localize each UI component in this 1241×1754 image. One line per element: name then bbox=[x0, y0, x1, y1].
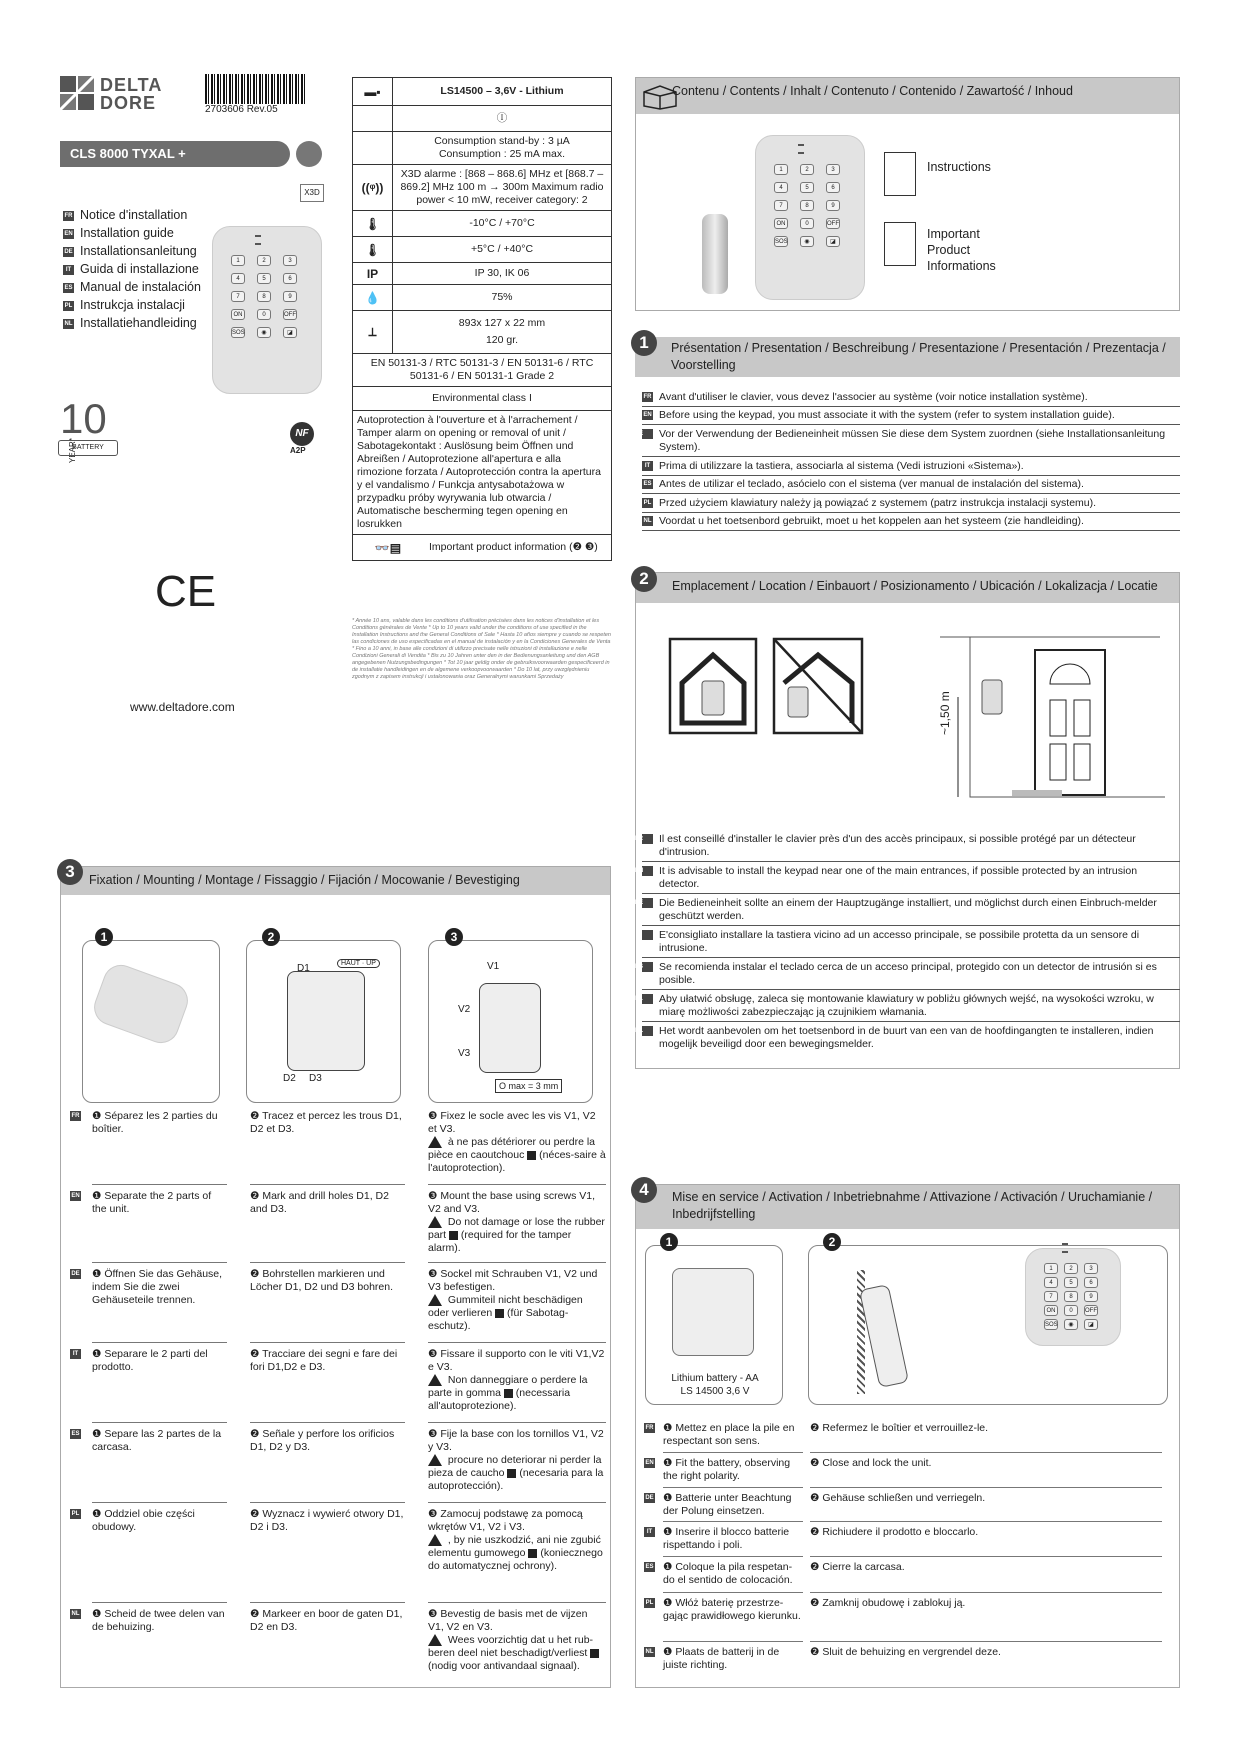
keypad-key: 0 bbox=[1064, 1305, 1078, 1316]
language-item: NL Installatiehandleiding bbox=[64, 316, 197, 330]
keypad-key: 7 bbox=[774, 200, 788, 211]
row-divider bbox=[250, 1422, 405, 1423]
keypad-illustration bbox=[89, 960, 193, 1048]
spec-row: 👓▤ Important product information (❷ ❸) bbox=[353, 535, 611, 560]
language-flag-cell bbox=[644, 1561, 661, 1574]
mount-step1-text: ❶ Separate the 2 parts of the unit. bbox=[92, 1190, 212, 1215]
keypad-key: 8 bbox=[800, 200, 814, 211]
language-flag-cell bbox=[644, 1526, 661, 1539]
keypad-key: 4 bbox=[774, 182, 788, 193]
model-banner: CLS 8000 TYXAL + bbox=[60, 141, 290, 167]
keypad-key: 5 bbox=[257, 273, 271, 284]
row-divider bbox=[92, 1184, 227, 1185]
row-divider bbox=[428, 1342, 606, 1343]
location-illustration bbox=[668, 637, 864, 735]
keypad-key: OFF bbox=[283, 309, 297, 320]
mount-step2-text: ❷ Señale y perfore los orificios D1, D2 y D3. bbox=[250, 1428, 395, 1453]
ce-mark: CE bbox=[155, 567, 217, 616]
keypad-key: SOS bbox=[774, 236, 788, 247]
door-height-illustration bbox=[940, 622, 1165, 822]
row-divider bbox=[250, 1184, 405, 1185]
keypad-key: 4 bbox=[231, 273, 245, 284]
battery-caption: Lithium battery - AA LS 14500 3,6 V bbox=[671, 1373, 759, 1397]
spec-row: ⟂ 893x 127 x 22 mm 120 gr. bbox=[353, 311, 611, 354]
section2-header: Emplacement / Location / Einbauort / Posizionamento / Ubicación / Lokalizacja / Locatie bbox=[636, 573, 1179, 603]
rubber-part-icon bbox=[507, 1469, 516, 1478]
row-divider bbox=[428, 1502, 606, 1503]
keypad-key: 8 bbox=[257, 291, 271, 302]
mount-step2-text: ❷ Wyznacz i wywierć otwory D1, D2 i D3. bbox=[250, 1508, 404, 1533]
mount-step3-text: ❸ Mount the base using screws V1, V2 and V3. Do not damage or lose the rubber part (required for the tamper alarm). bbox=[428, 1190, 605, 1254]
warranty-footnotes: * Année 10 ans, valable dans les conditions d'utilisation précisées dans les notices d'installation et les Conditions générales de Vente * Up to 10 years valid under the conditions of use specified in the Installation Instructions and the General Conditions of Sale * Hasta 10 años siempre y cuando se respeten las condiciones de uso especificadas en el manual de instalación y en la Condiciones Generales de Venta * Fino a 10 anni, in base alle condizioni di utilizzo precisate nelle istruzioni di installazione e nelle Condizioni Generali di Vendita * Bis zu 10 Jahren unter den in der Bedienungsanleitung und den AGB angegebenen Nutzungsbedingungen * Tot 10 jaar geldig onder de gebruiksvoorwaarden gespecificeerd in de installatie handleidingen en de algemene verkoopvoorwaarden * Do 10 lat, przy uwzględnieniu zgodnym z zapisem instrukcji i ustalonowania oraz Generalnymi warunkami Sprzedaży bbox=[352, 618, 611, 680]
warning-icon bbox=[428, 1294, 442, 1306]
d2-label: D2 bbox=[283, 1073, 296, 1084]
v1-label: V1 bbox=[487, 961, 500, 972]
keypad-key: SOS bbox=[1044, 1319, 1058, 1330]
language-flag-cell bbox=[70, 1268, 84, 1281]
rubber-part-icon bbox=[590, 1649, 599, 1658]
language-item: IT Guida di installazione bbox=[63, 260, 201, 278]
keypad-key: 0 bbox=[257, 309, 271, 320]
language-flag: PL bbox=[645, 1600, 654, 1607]
row-divider bbox=[663, 1592, 803, 1593]
activation-step1-text: ❶ Fit the battery, observing the right polarity. bbox=[663, 1457, 791, 1482]
row-divider bbox=[663, 1452, 803, 1453]
row-divider bbox=[428, 1262, 606, 1263]
section1-row: FR Avant d'utiliser le clavier, vous devez l'associer au système (voir notice installation système). bbox=[642, 391, 1180, 407]
haut-up-label: HAUT · UP bbox=[337, 959, 380, 968]
keypad-key: 4 bbox=[1044, 1277, 1058, 1288]
activation-step2-figure bbox=[808, 1245, 1168, 1405]
mount-step1-text: ❶ Oddziel obie części obudowy. bbox=[92, 1508, 195, 1533]
section2-row: NL Het wordt aanbevolen om het toetsenbord in de buurt van een van de hoofdingangten te installeren, indien mogelijk beveiligd door een bewegingsmelder. bbox=[635, 1025, 1154, 1050]
brand-name-line1: DELTA bbox=[100, 75, 163, 95]
mount-step2-text: ❷ Tracez et percez les trous D1, D2 et D3. bbox=[250, 1110, 402, 1135]
d1-label: D1 bbox=[297, 963, 310, 974]
battery-badge: BATTERY bbox=[58, 440, 118, 456]
warranty-years: 10 bbox=[60, 395, 107, 442]
language-flag-cell bbox=[644, 1457, 661, 1470]
spec-row: Consumption stand-by : 3 µA Consumption : 25 mA max. bbox=[353, 132, 611, 165]
spec-row: ((ᵠ)) X3D alarme : [868 – 868.6] MHz et [868.7 – 869.2] MHz 100 m → 300m Maximum radio power < 10 mW, receiver category: 2 bbox=[353, 165, 611, 211]
section1-row: IT Prima di utilizzare la tastiera, associarla al sistema (Vedi istruzioni «Sistema»). bbox=[642, 460, 1180, 476]
activation-step2-text: ❷ Richiudere il prodotto e bloccarlo. bbox=[810, 1526, 979, 1538]
language-flag: IT bbox=[644, 1527, 655, 1537]
section2-row: ES Se recomienda instalar el teclado cerca de un acceso principal, protegido con un detector de intrusión si es posible. bbox=[642, 961, 1180, 990]
activation-step1-text: ❶ Mettez en place la pile en respectant son sens. bbox=[663, 1422, 795, 1447]
language-flag: ES bbox=[645, 1564, 654, 1571]
activation-step2-text: ❷ Zamknij obudowę i zablokuj ją. bbox=[810, 1597, 966, 1609]
mount-step1-text: ❶ Separare le 2 parti del prodotto. bbox=[92, 1348, 208, 1373]
keypad-key: 3 bbox=[826, 164, 840, 175]
keypad-key: ON bbox=[231, 309, 245, 320]
screw-size-label: O max = 3 mm bbox=[495, 1079, 562, 1093]
row-divider bbox=[810, 1452, 1162, 1453]
keypad-key: 7 bbox=[231, 291, 245, 302]
section2-row: DE Die Bedieneinheit sollte an einem der Hauptzugänge installiert, und möglichst durch einen Einbruch-melder geschützt werden. bbox=[642, 897, 1180, 926]
battery-cell-icon bbox=[702, 214, 728, 294]
row-divider bbox=[663, 1521, 803, 1522]
language-flag: EN bbox=[645, 1460, 654, 1467]
section2-number: 2 bbox=[631, 566, 657, 592]
keypad-key: ◉ bbox=[257, 327, 271, 338]
v3-label: V3 bbox=[458, 1048, 471, 1059]
storage-temperature-icon: 🌡 bbox=[353, 211, 393, 236]
keypad-key: 2 bbox=[257, 255, 271, 266]
keypad-key: ON bbox=[1044, 1305, 1058, 1316]
keypad-key: ON bbox=[774, 218, 788, 229]
language-flag-cell bbox=[70, 1348, 84, 1361]
mount-step3-text: ❸ Fije la base con los tornillos V1, V2 y V3. procure no deteriorar ni perder la pieza de caucho (necesaria para la autoprotección). bbox=[428, 1428, 604, 1492]
activation-step2-text: ❷ Sluit de behuizing en vergrendel deze. bbox=[810, 1646, 1001, 1658]
keypad-key: 6 bbox=[283, 273, 297, 284]
section4-number: 4 bbox=[631, 1177, 657, 1203]
warning-icon bbox=[428, 1634, 442, 1646]
language-flag: FR bbox=[645, 1425, 654, 1432]
row-divider bbox=[250, 1602, 405, 1603]
mount-step1-figure bbox=[82, 940, 220, 1103]
d3-label: D3 bbox=[309, 1073, 322, 1084]
mount-step3-text: ❸ Sockel mit Schrauben V1, V2 und V3 befestigen. Gummiteil nicht beschädigen oder verlieren (für Sabotag-eschutz). bbox=[428, 1268, 598, 1332]
activation-step1-text: ❶ Włóż baterię przestrze-gając prawidłowego kierunku. bbox=[663, 1597, 801, 1622]
language-flag-cell bbox=[70, 1608, 84, 1621]
row-divider bbox=[810, 1556, 1162, 1557]
row-divider bbox=[250, 1502, 405, 1503]
mount-step2-text: ❷ Markeer en boor de gaten D1, D2 en D3. bbox=[250, 1608, 403, 1633]
language-flag: PL bbox=[71, 1511, 80, 1518]
figure-step-number: 1 bbox=[660, 1233, 678, 1251]
keypad-illustration bbox=[212, 226, 322, 394]
thermometer-icon: 🌡 bbox=[353, 237, 393, 262]
warning-icon bbox=[428, 1454, 442, 1466]
row-divider bbox=[428, 1602, 606, 1603]
row-divider bbox=[810, 1641, 1162, 1642]
contents-instructions-label: Instructions bbox=[927, 160, 991, 174]
keypad-key: ◉ bbox=[1064, 1319, 1078, 1330]
row-divider bbox=[92, 1502, 227, 1503]
row-divider bbox=[92, 1422, 227, 1423]
keypad-key: 2 bbox=[800, 164, 814, 175]
spec-row: 💧 75% bbox=[353, 285, 611, 311]
document-reference: 2703606 Rev.05 bbox=[205, 104, 278, 115]
mount-step2-figure bbox=[246, 940, 401, 1103]
row-divider bbox=[663, 1487, 803, 1488]
language-flag: DE bbox=[71, 1271, 80, 1278]
spec-row bbox=[353, 106, 611, 132]
keypad-key: 9 bbox=[283, 291, 297, 302]
rubber-part-icon bbox=[449, 1231, 458, 1240]
row-divider bbox=[810, 1521, 1162, 1522]
language-flag: FR bbox=[71, 1113, 80, 1120]
language-flag-cell bbox=[644, 1422, 661, 1435]
keypad-key: 1 bbox=[1044, 1263, 1058, 1274]
figure-step-number: 2 bbox=[262, 928, 280, 946]
activation-step2-text: ❷ Cierre la carcasa. bbox=[810, 1561, 905, 1573]
mount-step2-text: ❷ Tracciare dei segni e fare dei fori D1,D2 e D3. bbox=[250, 1348, 398, 1373]
rubber-part-icon bbox=[527, 1151, 536, 1160]
section1-row: PL Przed użyciem klawiatury należy ją powiązać z systemem (patrz instrukcja instalacji systemu). bbox=[642, 497, 1180, 513]
section1-row: NL Voordat u het toetsenbord gebruikt, moet u het koppelen aan het systeem (zie handleiding). bbox=[642, 515, 1180, 531]
battery-type-icon: Ⓘ bbox=[496, 112, 508, 124]
keypad-key: 9 bbox=[1084, 1291, 1098, 1302]
keypad-key: 5 bbox=[800, 182, 814, 193]
activation-step2-text: ❷ Close and lock the unit. bbox=[810, 1457, 932, 1469]
keypad-key: 0 bbox=[800, 218, 814, 229]
language-flag: IT bbox=[70, 1349, 81, 1359]
section2-row: PL Aby ułatwić obsługę, zaleca się montowanie klawiatury w pobliżu głównych wejść, na wysokości wzroku, w miarę możliwości zabezpieczając ją czujnikiem włamania. bbox=[642, 993, 1180, 1022]
row-divider bbox=[428, 1184, 606, 1185]
row-divider bbox=[92, 1262, 227, 1263]
mount-step3-text: ❸ Fixez le socle avec les vis V1, V2 et V3. à ne pas détériorer ou perdre la pièce en caoutchouc (néces-saire à l'autoprotection). bbox=[428, 1110, 606, 1174]
product-info-document-icon bbox=[884, 222, 916, 266]
keypad-key: 2 bbox=[1064, 1263, 1078, 1274]
language-flag: EN bbox=[71, 1193, 80, 1200]
activation-step1-text: ❶ Batterie unter Beachtung der Polung einsetzen. bbox=[663, 1492, 792, 1517]
keypad-key: 8 bbox=[1064, 1291, 1078, 1302]
section1-row: DE Vor der Verwendung der Bedieneinheit müssen Sie diese dem System zuordnen (siehe Installationsanleitung System). bbox=[642, 428, 1180, 457]
activation-step2-text: ❷ Gehäuse schließen und verriegeln. bbox=[810, 1492, 986, 1504]
rubber-part-icon bbox=[495, 1309, 504, 1318]
x3d-badge: X3D bbox=[300, 184, 324, 202]
language-flag: DE bbox=[645, 1495, 654, 1502]
row-divider bbox=[810, 1487, 1162, 1488]
banner-dot bbox=[296, 141, 322, 167]
radio-icon: ((ᵠ)) bbox=[353, 165, 393, 210]
language-flag: NL bbox=[71, 1611, 80, 1618]
row-divider bbox=[663, 1556, 803, 1557]
spec-row: 🌡 +5°C / +40°C bbox=[353, 237, 611, 263]
keypad-key: 1 bbox=[774, 164, 788, 175]
keypad-key: ◪ bbox=[826, 236, 840, 247]
language-flag: NL bbox=[645, 1649, 654, 1656]
row-divider bbox=[250, 1262, 405, 1263]
humidity-icon: 💧 bbox=[353, 285, 393, 310]
keypad-key: 3 bbox=[283, 255, 297, 266]
keypad-key: ◪ bbox=[283, 327, 297, 338]
instructions-document-icon bbox=[884, 152, 916, 196]
glasses-document-icon: 👓▤ bbox=[374, 540, 402, 555]
mount-step1-text: ❶ Öffnen Sie das Gehäuse, indem Sie die zwei Gehäuseteile trennen. bbox=[92, 1268, 223, 1306]
row-divider bbox=[663, 1641, 803, 1642]
spec-row: EN 50131-3 / RTC 50131-3 / EN 50131-6 / RTC 50131-6 / EN 50131-1 Grade 2 bbox=[353, 354, 611, 387]
row-divider bbox=[428, 1422, 606, 1423]
keypad-key: ◉ bbox=[800, 236, 814, 247]
keypad-key: 3 bbox=[1084, 1263, 1098, 1274]
spec-row: ▬▪ LS14500 – 3,6V - Lithium bbox=[353, 78, 611, 106]
section2-row: FR Il est conseillé d'installer le clavier près d'un des accès principaux, si possible protégé par un détecteur d'intrusion. bbox=[642, 833, 1180, 862]
spec-row: 🌡 -10°C / +70°C bbox=[353, 211, 611, 237]
mount-step1-text: ❶ Separe las 2 partes de la carcasa. bbox=[92, 1428, 222, 1453]
menu-icon bbox=[255, 235, 261, 245]
warranty-year-label: YEAR* bbox=[67, 438, 77, 463]
open-box-icon bbox=[640, 82, 680, 110]
language-item: DE Installationsanleitung bbox=[64, 244, 197, 258]
contents-important-label: Important Product Informations bbox=[927, 227, 996, 273]
row-divider bbox=[250, 1342, 405, 1343]
mount-step3-figure bbox=[428, 940, 593, 1103]
section1-row: ES Antes de utilizar el teclado, asócielo con el sistema (ver manual de instalación del sistema). bbox=[642, 478, 1180, 494]
figure-step-number: 2 bbox=[823, 1233, 841, 1251]
spec-row: IP IP 30, IK 06 bbox=[353, 263, 611, 285]
language-flag-cell bbox=[644, 1492, 661, 1505]
language-flag: ES bbox=[71, 1431, 80, 1438]
language-item: EN Installation guide bbox=[64, 226, 174, 240]
delta-dore-logo bbox=[60, 76, 180, 112]
warning-icon bbox=[428, 1374, 442, 1386]
section3-number: 3 bbox=[57, 859, 83, 885]
figure-step-number: 1 bbox=[95, 928, 113, 946]
activation-step1-text: ❶ Inserire il blocco batterie rispettando i poli. bbox=[663, 1526, 790, 1551]
spec-row: Autoprotection à l'ouverture et à l'arrachement / Tamper alarm on opening or removal of unit / Sabotagekontakt : Auslösung beim Öffnen und Abreißen / Autoprotezione all'apertura e alla rimozione forzata / Autoprotección contra la apertura y el vandalismo / Funkcja antysabotażowa w przypadku próby wyrywania lub otwarcia / Automatische bescherming tegen opening en losrukken bbox=[353, 411, 611, 535]
language-flag-cell bbox=[70, 1110, 84, 1123]
row-divider bbox=[92, 1602, 227, 1603]
keypad-key: 1 bbox=[231, 255, 245, 266]
spec-table bbox=[352, 77, 612, 561]
mount-step3-text: ❸ Fissare il supporto con le viti V1,V2 e V3. Non danneggiare o perdere la parte in gomma (necessaria all'autoprotezione). bbox=[428, 1348, 605, 1412]
keypad-key: 6 bbox=[1084, 1277, 1098, 1288]
keypad-key: 9 bbox=[826, 200, 840, 211]
section2-row: EN It is advisable to install the keypad near one of the main entrances, if possible protected by an intrusion detector. bbox=[642, 865, 1180, 894]
contents-header: Contenu / Contents / Inhalt / Contenuto / Contenido / Zawartość / Inhoud bbox=[636, 78, 1179, 114]
section1-row: EN Before using the keypad, you must associate it with the system (refer to system installation guide). bbox=[642, 409, 1180, 425]
language-flag-cell bbox=[70, 1428, 84, 1441]
language-flag-cell bbox=[644, 1597, 661, 1610]
barcode bbox=[205, 74, 307, 104]
mount-step1-text: ❶ Scheid de twee delen van de behuizing. bbox=[92, 1608, 225, 1633]
battery-icon: ▬▪ bbox=[353, 78, 393, 105]
mount-step3-text: ❸ Zamocuj podstawę za pomocą wkrętów V1, V2 i V3. , by nie uszkodzić, ani nie zgubić elementu gumowego (koniecznego do automatycznej ochrony). bbox=[428, 1508, 603, 1572]
rubber-part-icon bbox=[528, 1549, 537, 1558]
keypad-key: 5 bbox=[1064, 1277, 1078, 1288]
v2-label: V2 bbox=[458, 1004, 471, 1015]
keypad-key: OFF bbox=[826, 218, 840, 229]
language-item: FR Notice d'installation bbox=[64, 208, 188, 222]
language-flag-cell bbox=[70, 1508, 84, 1521]
activation-step2-text: ❷ Refermez le boîtier et verrouillez-le. bbox=[810, 1422, 989, 1434]
keypad-key: OFF bbox=[1084, 1305, 1098, 1316]
mount-step2-text: ❷ Bohrstellen markieren und Löcher D1, D2 und D3 bohren. bbox=[250, 1268, 394, 1293]
warning-icon bbox=[428, 1534, 442, 1546]
mount-step1-text: ❶ Séparez les 2 parties du boîtier. bbox=[92, 1110, 218, 1135]
brand-name-line2: DORE bbox=[100, 93, 157, 113]
language-item: ES Manual de instalación bbox=[64, 280, 201, 294]
section4-header: Mise en service / Activation / Inbetriebnahme / Attivazione / Activación / Uruchamianie / Inbedrijfstelling bbox=[636, 1185, 1179, 1229]
rubber-part-icon bbox=[504, 1389, 513, 1398]
height-label: ~1,50 m bbox=[938, 691, 952, 735]
activation-step1-text: ❶ Plaats de batterij in de juiste richting. bbox=[663, 1646, 780, 1671]
keypad-key: 7 bbox=[1044, 1291, 1058, 1302]
section1-header: Présentation / Presentation / Beschreibung / Presentazione / Presentación / Prezentacja / Voorstelling bbox=[635, 337, 1180, 377]
mount-step2-text: ❷ Mark and drill holes D1, D2 and D3. bbox=[250, 1190, 389, 1215]
language-flag-cell bbox=[70, 1190, 84, 1203]
spec-row: Environmental class I bbox=[353, 387, 611, 411]
figure-step-number: 3 bbox=[445, 928, 463, 946]
warning-icon bbox=[428, 1136, 442, 1148]
keypad-key: 6 bbox=[826, 182, 840, 193]
section2-row: IT E'consigliato installare la tastiera vicino ad un accesso principale, se possibile protetta da un sensore di intrusione. bbox=[642, 929, 1180, 958]
language-flag-cell bbox=[644, 1646, 661, 1659]
activation-step1-text: ❶ Coloque la pila respetan-do el sentido de colocación. bbox=[663, 1561, 793, 1586]
language-list bbox=[63, 206, 201, 332]
row-divider bbox=[92, 1342, 227, 1343]
mount-step3-text: ❸ Bevestig de basis met de vijzen V1, V2 en V3. Wees voorzichtig dat u het rub-beren deel niet beschadigt/verliest (nodig voor antivandaal signaal). bbox=[428, 1608, 606, 1673]
keypad-key: ◪ bbox=[1084, 1319, 1098, 1330]
website-url: www.deltadore.com bbox=[130, 700, 235, 714]
dimensions-icon: ⟂ bbox=[353, 311, 393, 353]
activation-step1-figure bbox=[645, 1245, 783, 1405]
language-item: PL Instrukcja instalacji bbox=[64, 298, 185, 312]
warning-icon bbox=[428, 1216, 442, 1228]
row-divider bbox=[810, 1592, 1162, 1593]
section3-header: Fixation / Mounting / Montage / Fissaggio / Fijación / Mocowanie / Bevestiging bbox=[61, 867, 610, 895]
section1-number: 1 bbox=[631, 330, 657, 356]
keypad-key: SOS bbox=[231, 327, 245, 338]
logo-mark-icon bbox=[60, 76, 96, 112]
nf-a2p-logo: NF A2P bbox=[290, 422, 318, 458]
